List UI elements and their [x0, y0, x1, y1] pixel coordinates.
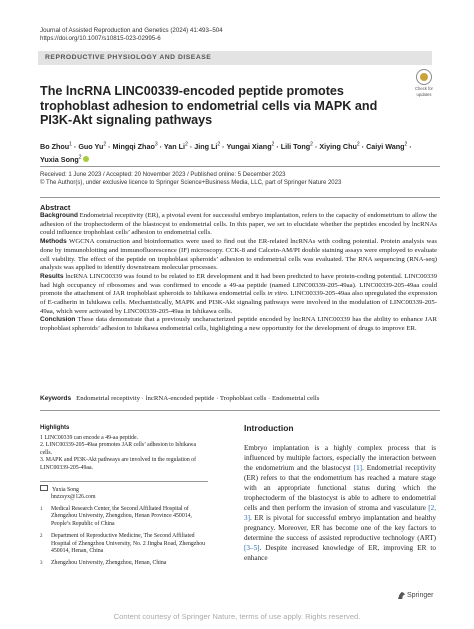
section-label: REPRODUCTIVE PHYSIOLOGY AND DISEASE [45, 54, 212, 61]
abstract-conclusion: Conclusion These data demonstrate that a previously uncharacterized peptide encoded by lncRNA LINC00339 has the ability to enhance JAR trophoblast spheroids’ adhesion to Ishikawa endometrial cells, highlighting a new opportunity for the development of drugs to improve ER. [40, 316, 438, 333]
highlights-heading: Highlights [40, 425, 70, 431]
citation-link[interactable]: [2, 3] [244, 504, 436, 522]
orcid-icon[interactable] [83, 156, 89, 162]
highlights-box [40, 425, 208, 472]
author[interactable]: Yuxia Song$^2$ [40, 154, 82, 164]
author[interactable]: Lili Tong$^2$ [280, 142, 313, 152]
publication-dates: Received: 1 June 2023 / Accepted: 20 November 2023 / Published online: 5 December 2023 © The Author(s), under exclusive licence to Springer Science+Business Media, LLC, part of Springer Nature 2023 [40, 172, 342, 186]
abstract-body [40, 212, 437, 334]
doi-link[interactable]: https://doi.org/10.1007/s10815-023-02995-6 [40, 35, 161, 42]
highlight-item: 2. LINC00339-205-49aa promotes JAR cells’ adhesion to Ishikawa cells. [40, 442, 197, 456]
section-banner [38, 51, 432, 65]
introduction-body: Embryo implantation is a highly complex process that is influenced by multiple factors, especially the interaction between the endometrium and the blastocyst [1]. Endometrial receptivity (ER) refers to that the endometrium has reached a mature stage with an appropriate functional status during which the trophectoderm of the blastocyst is able to adhere to endometrial cells and then perform the invasion of stroma and vasculature [2, 3]. ER is pivotal for successful embryo implantation and healthy pregnancy. Moreover, ER has become one of the key factors to determine the success of assisted reproductive technology (ART) [3–5]. Despite increased knowledge of ER, improving ER to enhance [244, 444, 437, 562]
citation-link[interactable]: [1] [353, 464, 363, 472]
abstract-results: Results lncRNA LINC00339 was found to be related to ER development and it had been predicted to have protein-coding potential. LINC00339 had high occupancy of ribosomes and was confirmed to encode a 49-aa peptide (named LINC00339-205-49aa). LINC00339-205-49aa could promote the attachment of JAR trophoblast spheroids to Ishikawa endometrial cells in vitro. LINC00339-205-49aa also upregulated the expression of E-cadherin in Ishikawa cells. Mechanistically, MAPK and PI3K-Akt signaling pathways were involved in the modulation of LINC00339-205-49aa, which were activated by LINC00339-205-49aa in Ishikawa cells. [40, 272, 438, 315]
affiliations [40, 506, 208, 573]
corresponding-author: Yuxia Song [52, 487, 79, 493]
author[interactable]: Bo Zhou$^1$ [40, 142, 72, 152]
journal-header [40, 27, 223, 43]
introduction-heading: Introduction [244, 423, 294, 433]
divider [40, 410, 440, 411]
author[interactable]: Xiying Chu$^2$ [319, 142, 360, 152]
author[interactable]: Caiyi Wang$^2$ [366, 142, 408, 152]
author[interactable]: Guo Yu$^2$ [78, 142, 107, 152]
highlight-item: 3. MAPK and PI3K-Akt pathways are involved in the regulation of LINC00339-205-49aa. [40, 457, 197, 471]
check-for-updates-badge[interactable]: Check for updates [413, 69, 435, 97]
article-title: The lncRNA LINC00339-encoded peptide promotes trophoblast adhesion to endometrial cells via MAPK and PI3K-Akt signaling pathways [40, 84, 378, 127]
author[interactable]: Jing Li$^2$ [194, 142, 221, 152]
affiliation-item: 1 Medical Research Center, the Second Affiliated Hospital of Zhengzhou University, Zhengzhou, Henan Province 450014, People’s Republic of China [40, 506, 192, 527]
keywords: Keywords Endometrial receptivity · lncRNA-encoded peptide · Trophoblast cells · Endometrial cells [40, 395, 320, 402]
publisher-logo: Springer [398, 592, 433, 599]
highlight-item: 1 LINC00339 can encode a 49-aa peptide. [40, 434, 139, 441]
abstract-methods: Methods WGCNA construction and bioinformatics were used to find out the ER-related lncRNAs with coding potential. Protein analysis was done by immunoblotting and immunofluorescence (IF) microscopy. CCK-8 and Calcein-AM/PI double staining assays were employed to evaluate cell viability. The effect of the peptide on trophoblast spheroids’ adhesion to endometrial cells was evaluated. The RNA sequencing (RNA-seq) analysis was applied to identify downstream molecular processes. [40, 238, 437, 272]
author[interactable]: Yan Li$^2$ [163, 142, 188, 152]
citation-link[interactable]: [3–5] [244, 544, 260, 552]
correspondence [40, 485, 208, 502]
springer-horse-icon [398, 592, 405, 599]
abstract-background: Background Endometrial receptivity (ER), a pivotal event for successful embryo implantation, refers to the capacity of endometrium to allow the adhesion of the trophectoderm of the blastocyst to endometrial cells. In this paper, we set to elucidate whether the peptides encoded by lncRNAs could influence trophoblast cells’ adhesion to endometrial cells. [40, 212, 438, 237]
affiliation-item: 3 Zhengzhou University, Zhengzhou, Henan, China [40, 560, 167, 567]
courtesy-notice: Content courtesy of Springer Nature, terms of use apply. Rights reserved. [113, 612, 361, 621]
divider [40, 197, 440, 198]
divider [40, 166, 440, 167]
envelope-icon [40, 485, 48, 491]
journal-citation: Journal of Assisted Reproduction and Genetics (2024) 41:493–504 [40, 27, 223, 34]
abstract-heading: Abstract [40, 203, 71, 212]
author-list: Bo Zhou$^1$ · Guo $Yu^2$ · Mingqi Zhao$^3$ · Yan $Li^2$ · Jing $Li^2$ · Yungai Xiang$^2$ · Lili Tong$^2$ · Xiying Chu$^2$ · Caiyi Wang$^2$ · Yuxia Song$^2$ [40, 142, 412, 164]
divider [40, 481, 208, 482]
author[interactable]: Yungai Xiang$^2$ [226, 142, 275, 152]
email-link[interactable]: hnzzsyx@126.com [51, 494, 96, 501]
affiliation-item: 2 Department of Reproductive Medicine, The Second Affiliated Hospital of Zhengzhou University, No. 2 Jingba Road, Zhengzhou 450014, Henan, China [40, 533, 206, 555]
author[interactable]: Mingqi Zhao$^3$ [112, 142, 158, 152]
check-for-updates-icon [416, 69, 432, 85]
